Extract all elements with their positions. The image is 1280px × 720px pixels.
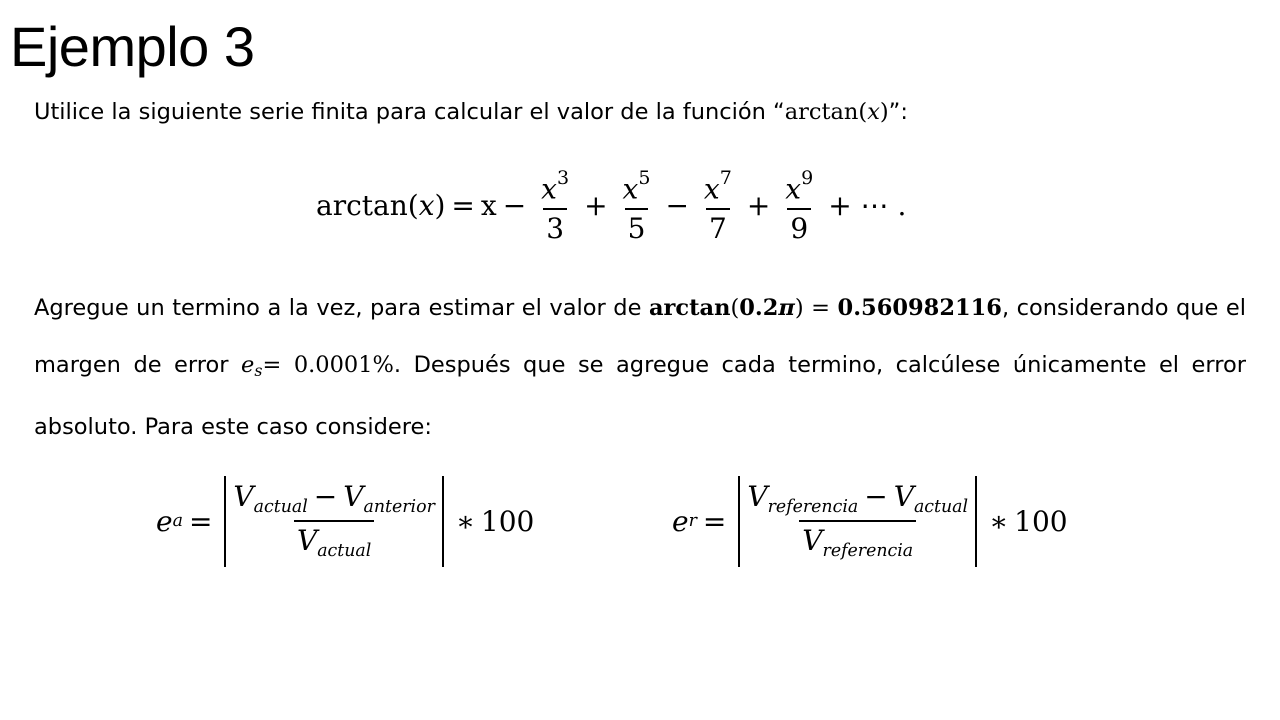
ea-factor: 100 (480, 504, 535, 538)
intro-func-var: x (867, 99, 880, 125)
es-var: e (241, 352, 255, 378)
series-term-4 (782, 168, 816, 243)
target-value: 0.560982116 (837, 295, 1002, 321)
ea-equals: = (188, 504, 213, 538)
ea-var: e (156, 504, 173, 538)
series-term-3 (701, 168, 735, 243)
series-equals: = (451, 189, 475, 223)
instructions-paragraph (34, 280, 1246, 456)
er-num-a-sub: referencia (767, 497, 859, 518)
series-term-2-var: x (622, 172, 639, 206)
series-lhs-close: ) (434, 189, 446, 223)
intro-paragraph (34, 84, 1246, 141)
er-num-b-sub: actual (913, 497, 969, 518)
target-func: arctan (648, 295, 731, 321)
series-term-4-den: 9 (787, 208, 811, 243)
relative-error-formula (672, 476, 1068, 567)
series-lhs-var: x (418, 189, 435, 223)
target-arg-pi: π (778, 295, 795, 321)
arctan-series-equation (316, 168, 912, 243)
series-term-4-sign: + (746, 189, 771, 223)
er-times: ∗ (989, 504, 1009, 538)
series-first-term: x (480, 189, 497, 223)
er-num-b-var: V (893, 480, 914, 513)
approx-error-formula (156, 476, 534, 567)
series-term-3-den: 7 (706, 208, 730, 243)
er-num-a-var: V (747, 480, 768, 513)
intro-text-end: ”: (888, 99, 908, 125)
slide-title: Ejemplo 3 (10, 15, 255, 78)
er-minus: − (864, 480, 888, 513)
ea-times: ∗ (455, 504, 475, 538)
er-den-var: V (802, 524, 823, 558)
ea-fraction (230, 482, 437, 561)
series-term-2-exp: 5 (638, 167, 651, 189)
er-var: e (672, 504, 689, 538)
ea-den-var: V (296, 524, 318, 558)
intro-func-name: arctan (784, 99, 859, 125)
er-fraction (744, 482, 971, 561)
series-term-3-sign: − (665, 189, 689, 223)
target-close: ) (794, 295, 804, 321)
series-term-1-var: x (541, 172, 557, 206)
er-den-sub: referencia (822, 541, 914, 562)
body-text-1: Agregue un termino a la vez, para estimar el valor de (34, 295, 649, 321)
er-equals: = (702, 504, 727, 538)
ea-num-a-sub: actual (253, 497, 308, 518)
ea-minus: − (313, 480, 338, 513)
series-term-3-exp: 7 (719, 167, 732, 189)
series-lhs-func: arctan (316, 189, 408, 223)
body-text-3: . Después que se agregue cada termino, calcúlese únicamente el error absoluto. Para este caso considere: (34, 352, 1246, 440)
target-open: ( (730, 295, 740, 321)
series-term-3-var: x (703, 172, 720, 206)
series-term-1-exp: 3 (556, 167, 570, 189)
er-abs (738, 476, 977, 567)
intro-func-open: ( (858, 99, 868, 125)
series-term-2 (620, 168, 654, 243)
series-term-1 (538, 168, 572, 243)
es-equals: = (262, 352, 294, 378)
series-term-4-var: x (785, 172, 802, 206)
es-value: 0.0001% (293, 352, 394, 378)
ea-num-b-var: V (343, 480, 364, 513)
series-term-2-sign: + (584, 189, 608, 223)
er-factor: 100 (1014, 504, 1068, 538)
er-sub: r (688, 511, 697, 532)
intro-text: Utilice la siguiente serie finita para calcular el valor de la función “ (34, 99, 785, 125)
series-term-4-exp: 9 (801, 167, 814, 189)
ea-sub: a (172, 511, 183, 532)
ea-num-b-sub: anterior (363, 497, 435, 518)
body-text-2: , considerando que el margen de error (34, 295, 1246, 378)
ea-abs (224, 476, 443, 567)
ea-den-sub: actual (317, 541, 372, 562)
series-term-2-den: 5 (625, 208, 649, 243)
series-term-1-den: 3 (543, 208, 567, 243)
ea-num-a-var: V (233, 480, 254, 513)
series-term-1-sign: − (502, 189, 527, 223)
series-tail: + ⋯ . (828, 189, 907, 223)
es-sub: s (254, 360, 263, 380)
series-lhs-open: ( (407, 189, 419, 223)
target-equals: = (803, 295, 838, 321)
target-arg-number: 0.2 (739, 295, 779, 321)
intro-func-close: ) (879, 99, 889, 125)
